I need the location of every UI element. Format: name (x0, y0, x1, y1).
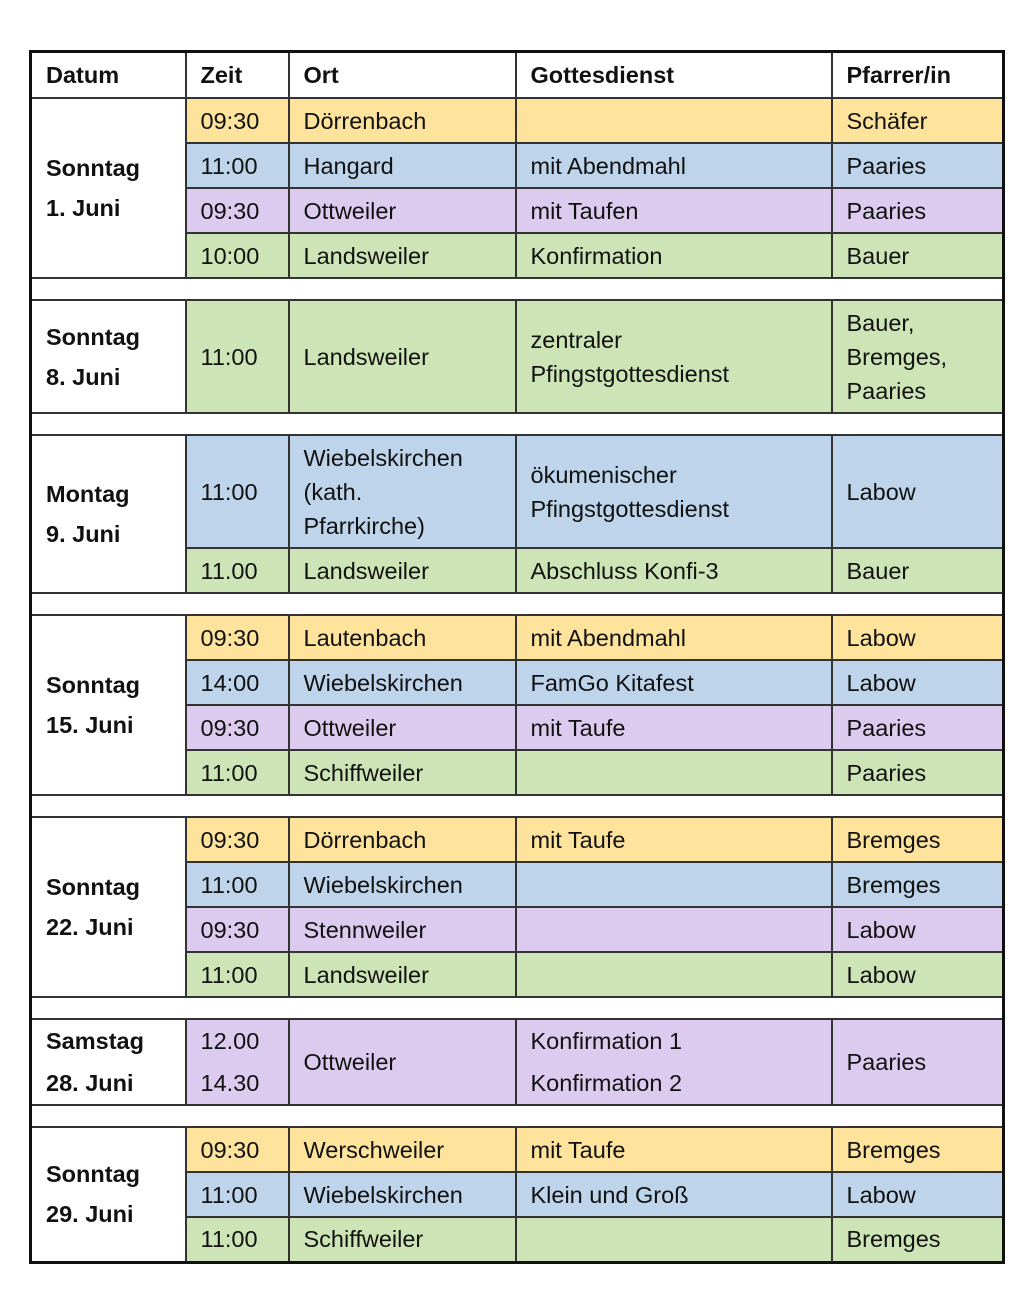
spacer-cell (31, 278, 186, 300)
pastor-cell-line: Bauer (846, 557, 910, 584)
location-cell (289, 862, 516, 907)
location-cell-line: Ottweiler (303, 714, 397, 741)
pastor-cell-line: Bremges (846, 826, 941, 853)
group-spacer (31, 1105, 1004, 1127)
location-cell (289, 660, 516, 705)
header-pfarrer: Pfarrer/in (832, 52, 1004, 99)
location-cell-line: Wiebelskirchen (303, 871, 463, 898)
time-cell-line: 09:30 (200, 1136, 260, 1163)
group-spacer (31, 278, 1004, 300)
spacer-cell (186, 413, 289, 435)
time-cell (186, 1019, 289, 1105)
date-cell-line: Sonntag (46, 155, 140, 181)
date-cell-line: 8. Juni (46, 363, 121, 390)
time-cell (186, 862, 289, 907)
service-cell-line: Klein und Groß (530, 1181, 689, 1208)
spacer-cell (186, 997, 289, 1019)
date-cell-line: Sonntag (46, 874, 140, 900)
time-cell-line: 09:30 (200, 916, 260, 943)
pastor-cell-line: Labow (846, 961, 916, 988)
date-cell (31, 1019, 186, 1105)
date-cell-line: Sonntag (46, 323, 140, 350)
pastor-cell-line: Bremges (846, 871, 941, 898)
pastor-cell-line: Bremges (846, 1226, 941, 1253)
spacer-cell (31, 593, 186, 615)
time-cell (186, 435, 289, 548)
location-cell-line: Landsweiler (303, 343, 429, 370)
pastor-cell (832, 143, 1004, 188)
location-cell (289, 750, 516, 795)
service-cell (516, 750, 832, 795)
service-cell-line: zentraler (530, 326, 622, 353)
location-cell (289, 907, 516, 952)
header-zeit: Zeit (186, 52, 289, 99)
service-cell-line: FamGo Kitafest (530, 669, 694, 696)
pastor-cell (832, 952, 1004, 997)
date-cell (31, 300, 186, 413)
location-cell (289, 233, 516, 278)
location-cell (289, 548, 516, 593)
pastor-cell (832, 907, 1004, 952)
pastor-cell (832, 1172, 1004, 1217)
location-cell-line: Ottweiler (303, 1049, 397, 1075)
pastor-cell-line: Bremges, (846, 343, 948, 370)
location-cell (289, 705, 516, 750)
table-row (31, 435, 1004, 548)
time-cell-line: 11:00 (200, 152, 258, 179)
spacer-cell (516, 278, 832, 300)
location-cell (289, 817, 516, 862)
service-cell (516, 907, 832, 952)
group-spacer (31, 593, 1004, 615)
pastor-cell-line: Paaries (846, 1049, 927, 1075)
pastor-cell-line: Labow (846, 1181, 916, 1208)
spacer-cell (186, 593, 289, 615)
service-cell (516, 817, 832, 862)
spacer-cell (832, 997, 1004, 1019)
spacer-cell (832, 795, 1004, 817)
header-row (31, 52, 1004, 99)
location-cell-line: Wiebelskirchen (303, 669, 463, 696)
location-cell-line: Werschweiler (303, 1136, 445, 1163)
location-cell (289, 188, 516, 233)
pastor-cell (832, 660, 1004, 705)
location-cell-line: Landsweiler (303, 557, 429, 584)
service-cell (516, 862, 832, 907)
service-cell-line: mit Abendmahl (530, 624, 686, 651)
spacer-cell (832, 278, 1004, 300)
time-cell-line: 11:00 (200, 1181, 258, 1208)
service-cell (516, 705, 832, 750)
time-cell-line: 11:00 (200, 343, 258, 370)
location-cell (289, 98, 516, 143)
spacer-cell (832, 593, 1004, 615)
time-cell (186, 907, 289, 952)
date-cell-line: 28. Juni (46, 1070, 134, 1096)
service-cell (516, 1217, 832, 1262)
date-cell (31, 817, 186, 997)
pastor-cell (832, 548, 1004, 593)
pastor-cell (832, 1127, 1004, 1172)
service-cell (516, 952, 832, 997)
pastor-cell-line: Bremges (846, 1136, 941, 1163)
spacer-cell (289, 593, 516, 615)
location-cell-line: Ottweiler (303, 197, 397, 224)
date-cell-line: Samstag (46, 1028, 144, 1054)
service-cell (516, 188, 832, 233)
group-spacer (31, 795, 1004, 817)
pastor-cell (832, 1019, 1004, 1105)
time-cell (186, 615, 289, 660)
location-cell (289, 435, 516, 548)
table-row (31, 1127, 1004, 1172)
group-spacer (31, 413, 1004, 435)
time-cell (186, 233, 289, 278)
service-cell-line: Pfingstgottesdienst (530, 495, 730, 522)
table-row (31, 1019, 1004, 1105)
spacer-cell (186, 1105, 289, 1127)
location-cell-line: Dörrenbach (303, 826, 427, 853)
time-cell (186, 1127, 289, 1172)
date-cell-line: 9. Juni (46, 521, 121, 547)
pastor-cell (832, 1217, 1004, 1262)
spacer-cell (31, 997, 186, 1019)
date-cell-line: Montag (46, 481, 130, 507)
time-cell (186, 143, 289, 188)
date-cell-line: 1. Juni (46, 195, 121, 221)
time-cell (186, 1217, 289, 1262)
pastor-cell (832, 705, 1004, 750)
table-row (31, 615, 1004, 660)
location-cell-line: Schiffweiler (303, 759, 424, 786)
time-cell-line: 09:30 (200, 624, 260, 651)
pastor-cell-line: Paaries (846, 377, 927, 404)
group-spacer (31, 997, 1004, 1019)
date-cell (31, 1127, 186, 1262)
time-cell-line: 09:30 (200, 826, 260, 853)
service-cell-line: Pfingstgottesdienst (530, 360, 730, 387)
spacer-cell (289, 278, 516, 300)
service-cell (516, 548, 832, 593)
spacer-cell (516, 1105, 832, 1127)
pastor-cell-line: Schäfer (846, 107, 928, 134)
header-ort: Ort (289, 52, 516, 99)
location-cell (289, 1127, 516, 1172)
pastor-cell (832, 300, 1004, 413)
service-cell-line: mit Taufe (530, 714, 626, 741)
service-cell (516, 660, 832, 705)
time-cell-line: 11:00 (200, 759, 258, 786)
table-row (31, 300, 1004, 413)
time-cell-line: 14.30 (200, 1070, 260, 1096)
date-cell-line: 29. Juni (46, 1201, 134, 1228)
service-cell (516, 1127, 832, 1172)
time-cell (186, 660, 289, 705)
pastor-cell-line: Paaries (846, 714, 927, 741)
service-cell (516, 300, 832, 413)
service-cell-line: Abschluss Konfi-3 (530, 557, 719, 584)
location-cell (289, 952, 516, 997)
service-cell-line: mit Abendmahl (530, 152, 686, 179)
service-cell-line: mit Taufe (530, 826, 626, 853)
time-cell-line: 09:30 (200, 197, 260, 224)
table-row (31, 98, 1004, 143)
service-cell (516, 233, 832, 278)
time-cell (186, 98, 289, 143)
schedule-body (31, 98, 1004, 1262)
pastor-cell-line: Bauer, (846, 309, 915, 336)
service-cell-line: Konfirmation (530, 242, 663, 269)
location-cell (289, 615, 516, 660)
service-cell-line: Konfirmation 2 (530, 1070, 683, 1096)
location-cell-line: Wiebelskirchen (303, 1181, 463, 1208)
time-cell (186, 705, 289, 750)
spacer-cell (186, 795, 289, 817)
service-cell (516, 1172, 832, 1217)
location-cell (289, 300, 516, 413)
location-cell-line: Landsweiler (303, 961, 429, 988)
time-cell (186, 188, 289, 233)
location-cell (289, 1172, 516, 1217)
spacer-cell (516, 795, 832, 817)
time-cell-line: 11:00 (200, 871, 258, 898)
header-datum: Datum (31, 52, 186, 99)
location-cell-line: Wiebelskirchen (303, 444, 463, 471)
pastor-cell (832, 817, 1004, 862)
time-cell-line: 10:00 (200, 242, 260, 269)
time-cell-line: 09:30 (200, 714, 260, 741)
time-cell-line: 11:00 (200, 1226, 258, 1253)
spacer-cell (289, 997, 516, 1019)
spacer-cell (31, 1105, 186, 1127)
location-cell-line: Lautenbach (303, 624, 427, 651)
spacer-cell (31, 795, 186, 817)
date-cell-line: 22. Juni (46, 914, 134, 940)
time-cell (186, 817, 289, 862)
time-cell (186, 750, 289, 795)
spacer-cell (186, 278, 289, 300)
location-cell (289, 143, 516, 188)
table-row (31, 817, 1004, 862)
pastor-cell-line: Paaries (846, 152, 927, 179)
service-cell (516, 615, 832, 660)
spacer-cell (31, 413, 186, 435)
spacer-cell (516, 593, 832, 615)
service-cell (516, 435, 832, 548)
location-cell (289, 1217, 516, 1262)
pastor-cell-line: Labow (846, 669, 916, 696)
pastor-cell-line: Bauer (846, 242, 910, 269)
location-cell-line: Dörrenbach (303, 107, 427, 134)
time-cell (186, 548, 289, 593)
location-cell-line: (kath. (303, 478, 363, 505)
service-cell-line: mit Taufen (530, 197, 639, 224)
service-cell-line: Konfirmation 1 (530, 1028, 683, 1054)
date-cell-line: 15. Juni (46, 712, 134, 738)
location-cell-line: Pfarrkirche) (303, 512, 425, 539)
time-cell (186, 1172, 289, 1217)
pastor-cell (832, 98, 1004, 143)
pastor-cell (832, 862, 1004, 907)
pastor-cell (832, 188, 1004, 233)
service-cell-line: mit Taufe (530, 1136, 626, 1163)
header-gottesdienst: Gottesdienst (516, 52, 832, 99)
pastor-cell-line: Paaries (846, 197, 927, 224)
time-cell (186, 300, 289, 413)
date-cell-line: Sonntag (46, 1161, 140, 1188)
service-cell (516, 143, 832, 188)
date-cell (31, 615, 186, 795)
spacer-cell (832, 1105, 1004, 1127)
pastor-cell (832, 435, 1004, 548)
date-cell (31, 98, 186, 278)
spacer-cell (832, 413, 1004, 435)
pastor-cell-line: Labow (846, 916, 916, 943)
spacer-cell (289, 795, 516, 817)
service-cell (516, 98, 832, 143)
date-cell-line: Sonntag (46, 672, 140, 698)
spacer-cell (289, 413, 516, 435)
time-cell-line: 11:00 (200, 961, 258, 988)
time-cell-line: 11:00 (200, 478, 258, 505)
service-cell-line: ökumenischer (530, 461, 677, 488)
spacer-cell (289, 1105, 516, 1127)
location-cell-line: Schiffweiler (303, 1226, 424, 1253)
spacer-cell (516, 997, 832, 1019)
schedule-table (29, 50, 1005, 1264)
date-cell (31, 435, 186, 593)
location-cell-line: Hangard (303, 152, 394, 179)
time-cell-line: 12.00 (200, 1028, 260, 1054)
pastor-cell (832, 233, 1004, 278)
location-cell-line: Stennweiler (303, 916, 427, 943)
time-cell-line: 11.00 (200, 557, 258, 584)
pastor-cell-line: Labow (846, 478, 916, 505)
time-cell-line: 14:00 (200, 669, 260, 696)
time-cell-line: 09:30 (200, 107, 260, 134)
location-cell-line: Landsweiler (303, 242, 429, 269)
location-cell (289, 1019, 516, 1105)
time-cell (186, 952, 289, 997)
service-cell (516, 1019, 832, 1105)
spacer-cell (516, 413, 832, 435)
pastor-cell (832, 750, 1004, 795)
pastor-cell (832, 615, 1004, 660)
pastor-cell-line: Paaries (846, 759, 927, 786)
pastor-cell-line: Labow (846, 624, 916, 651)
